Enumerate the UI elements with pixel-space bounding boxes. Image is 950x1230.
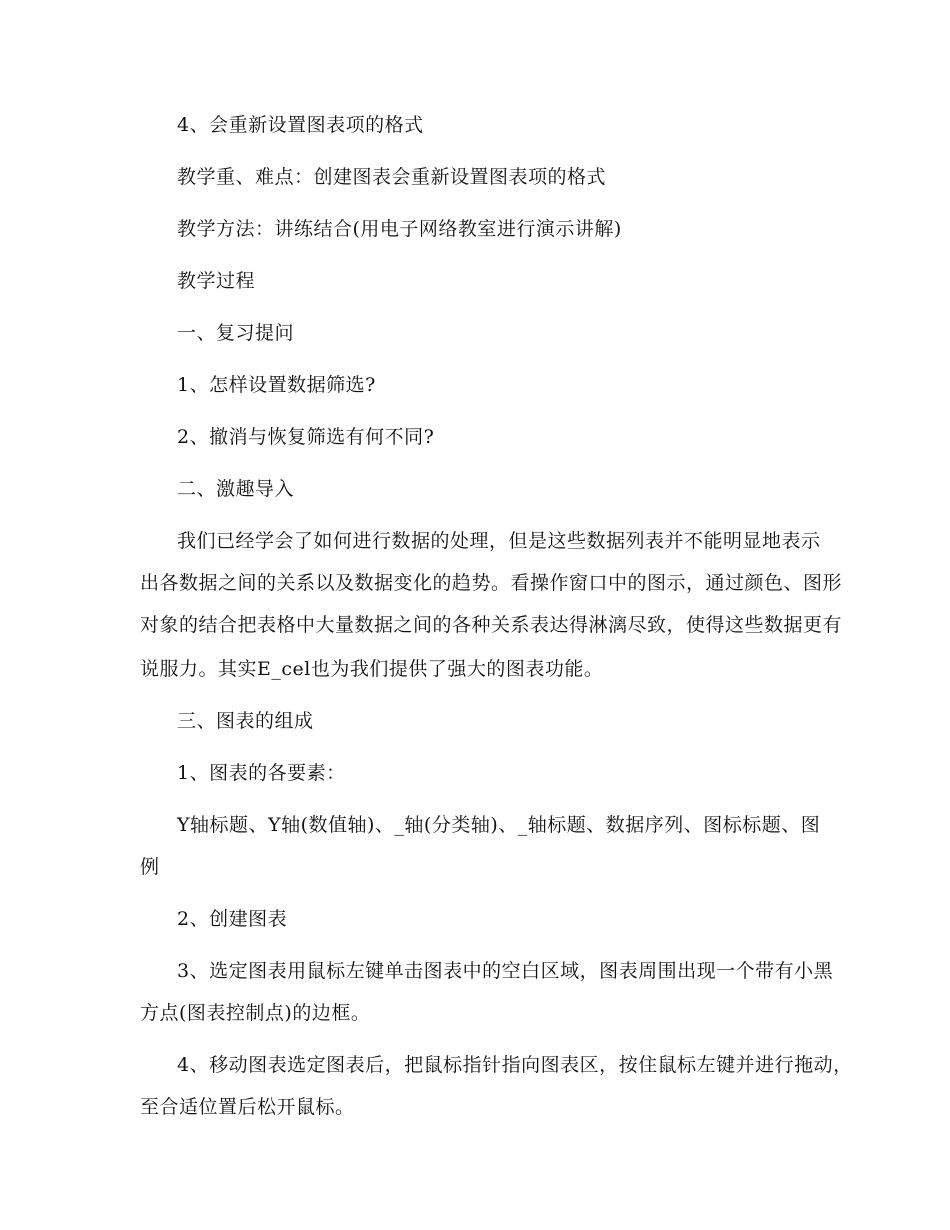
intro-paragraph-line-2: 出各数据之间的关系以及数据变化的趋势。看操作窗口中的图示，通过颜色、图形 (140, 572, 843, 594)
chart-elements-heading: 1、图表的各要素： (177, 762, 346, 784)
review-question-2: 2、撤消与恢复筛选有何不同? (177, 426, 435, 448)
select-chart-line-2: 方点(图表控制点)的边框。 (140, 1002, 371, 1024)
key-difficulty-line: 教学重、难点：创建图表会重新设置图表项的格式 (177, 166, 607, 188)
teaching-method-line: 教学方法：讲练结合(用电子网络教室进行演示讲解) (177, 218, 622, 240)
move-chart-line-2: 至合适位置后松开鼠标。 (140, 1096, 355, 1118)
review-question-1: 1、怎样设置数据筛选? (177, 374, 376, 396)
intro-paragraph-line-1: 我们已经学会了如何进行数据的处理，但是这些数据列表并不能明显地表示 (177, 530, 821, 552)
section-heading-intro: 二、激趣导入 (177, 478, 295, 500)
section-heading-process: 教学过程 (177, 270, 256, 292)
section-heading-review: 一、复习提问 (177, 322, 295, 344)
chart-elements-line-2: 例 (140, 856, 160, 878)
intro-paragraph-line-3: 对象的结合把表格中大量数据之间的各种关系表达得淋漓尽致，使得这些数据更有 (140, 614, 843, 636)
move-chart-line-1: 4、移动图表选定图表后，把鼠标指针指向图表区，按住鼠标左键并进行拖动， (177, 1054, 853, 1076)
section-heading-composition: 三、图表的组成 (177, 710, 314, 732)
select-chart-line-1: 3、选定图表用鼠标左键单击图表中的空白区域，图表周围出现一个带有小黑 (177, 960, 834, 982)
list-item-format-objective: 4、会重新设置图表项的格式 (177, 114, 424, 136)
chart-elements-line-1: Y轴标题、Y轴(数值轴)、_轴(分类轴)、_轴标题、数据序列、图标标题、图 (177, 814, 821, 836)
intro-paragraph-line-4: 说服力。其实E_cel也为我们提供了强大的图表功能。 (140, 658, 604, 680)
create-chart-item: 2、创建图表 (177, 908, 288, 930)
